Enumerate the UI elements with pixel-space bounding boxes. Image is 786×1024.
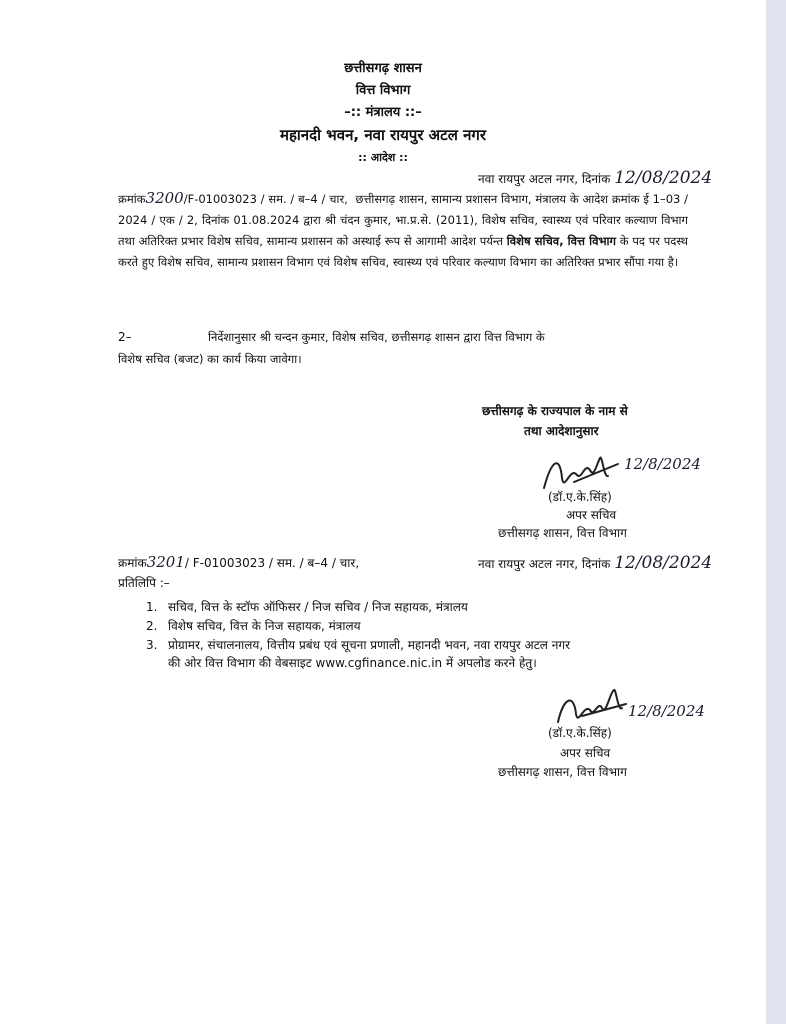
- para1-lead: छत्तीसगढ़ शासन, सामान्य प्रशासन विभाग, मंत्रालय के आदेश क्रमांक ई 1–03 / 2024 / एक / 2, दिनांक 01.08.2024 द्वारा श्री चंदन कुमार, भा.प्र.से. (2011), विशेष सचिव, स्वास्थ्य एवं परिवार कल्याण विभाग तथा अतिरिक्त प्रभार विशेष सचिव, सामान्य प्रशासन को अस्थाई रूप से आगामी आदेश पर्यन्त: [118, 192, 689, 248]
- para2-number: 2–: [118, 330, 132, 344]
- copy-item-2-num: 2.: [146, 619, 158, 633]
- order-paragraph-1: [118, 188, 688, 273]
- para2-line1: निर्देशानुसार श्री चन्दन कुमार, विशेष सचिव, छत्तीसगढ़ शासन द्वारा वित्त विभाग के: [208, 330, 545, 344]
- copy-ref-prefix: क्रमांक: [118, 556, 147, 570]
- viewer-side-strip: [766, 0, 786, 1024]
- signature-2-designation: अपर सचिव: [560, 746, 611, 760]
- signature-1-department: छत्तीसगढ़ शासन, वित्त विभाग: [498, 526, 627, 540]
- order-ref-rest: /F-01003023 / सम. / ब–4 / चार,: [183, 192, 348, 206]
- signature-1-date-handwritten: 12/8/2024: [624, 455, 701, 473]
- signature-2-department: छत्तीसगढ़ शासन, वित्त विभाग: [498, 765, 627, 779]
- copy-item-2: [146, 617, 361, 634]
- para1-bold: विशेष सचिव, वित्त विभाग: [506, 234, 617, 248]
- order-date-prefix: नवा रायपुर अटल नगर, दिनांक: [478, 172, 611, 186]
- para2-line2: विशेष सचिव (बजट) का कार्य किया जावेगा।: [118, 352, 302, 366]
- by-order-line1: छत्तीसगढ़ के राज्यपाल के नाम से: [482, 404, 628, 418]
- copy-date-handwritten: 12/08/2024: [614, 553, 713, 573]
- copy-date-line: [478, 553, 712, 573]
- order-title: :: आदेश ::: [358, 151, 408, 164]
- order-date-handwritten: 12/08/2024: [614, 168, 713, 188]
- signature-1-name: (डॉ.ए.के.सिंह): [548, 490, 612, 504]
- copy-item-1-text: सचिव, वित्त के स्टॉफ ऑफिसर / निज सचिव / निज सहायक, मंत्रालय: [168, 600, 468, 614]
- signature-1-designation: अपर सचिव: [566, 508, 617, 522]
- header-ministry: –:: मंत्रालय ::–: [344, 105, 422, 120]
- order-date-line: [478, 168, 712, 188]
- copy-date-prefix: नवा रायपुर अटल नगर, दिनांक: [478, 557, 611, 571]
- copy-item-3-text-line2: की ओर वित्त विभाग की वेबसाइट www.cgfinance.nic.in में अपलोड करने हेतु।: [168, 656, 537, 670]
- header-government: छत्तीसगढ़ शासन: [344, 61, 422, 76]
- copy-item-2-text: विशेष सचिव, वित्त के निज सहायक, मंत्रालय: [168, 619, 361, 633]
- order-ref-handwritten: 3200: [145, 189, 184, 207]
- header-address: महानदी भवन, नवा रायपुर अटल नगर: [279, 126, 487, 144]
- copy-label: प्रतिलिपि :–: [118, 576, 170, 590]
- signature-2-name: (डॉ.ए.के.सिंह): [548, 726, 612, 740]
- copy-item-3-num: 3.: [146, 638, 158, 652]
- copy-item-3-text: प्रोग्रामर, संचालनालय, वित्तीय प्रबंध एवं सूचना प्रणाली, महानदी भवन, नवा रायपुर अटल नगर: [168, 638, 571, 652]
- copy-item-1: [146, 598, 468, 615]
- signature-2-date-handwritten: 12/8/2024: [628, 702, 705, 720]
- copy-ref-line: [118, 553, 359, 571]
- copy-ref-rest: / F-01003023 / सम. / ब–4 / चार,: [184, 556, 360, 570]
- copy-item-1-num: 1.: [146, 600, 158, 614]
- order-ref-label: क्रमांक: [118, 192, 146, 206]
- copy-item-3: [146, 636, 570, 653]
- by-order-line2: तथा आदेशानुसार: [524, 424, 599, 438]
- header-department: वित्त विभाग: [355, 83, 411, 98]
- copy-ref-handwritten: 3201: [146, 553, 185, 571]
- para1-tail: के पद पर पदस्थ करते हुए विशेष सचिव, सामान्य प्रशासन विभाग एवं विशेष सचिव, स्वास्थ्य एवं परिवार कल्याण विभाग का अतिरिक्त प्रभार सौंपा गया है।: [118, 234, 689, 269]
